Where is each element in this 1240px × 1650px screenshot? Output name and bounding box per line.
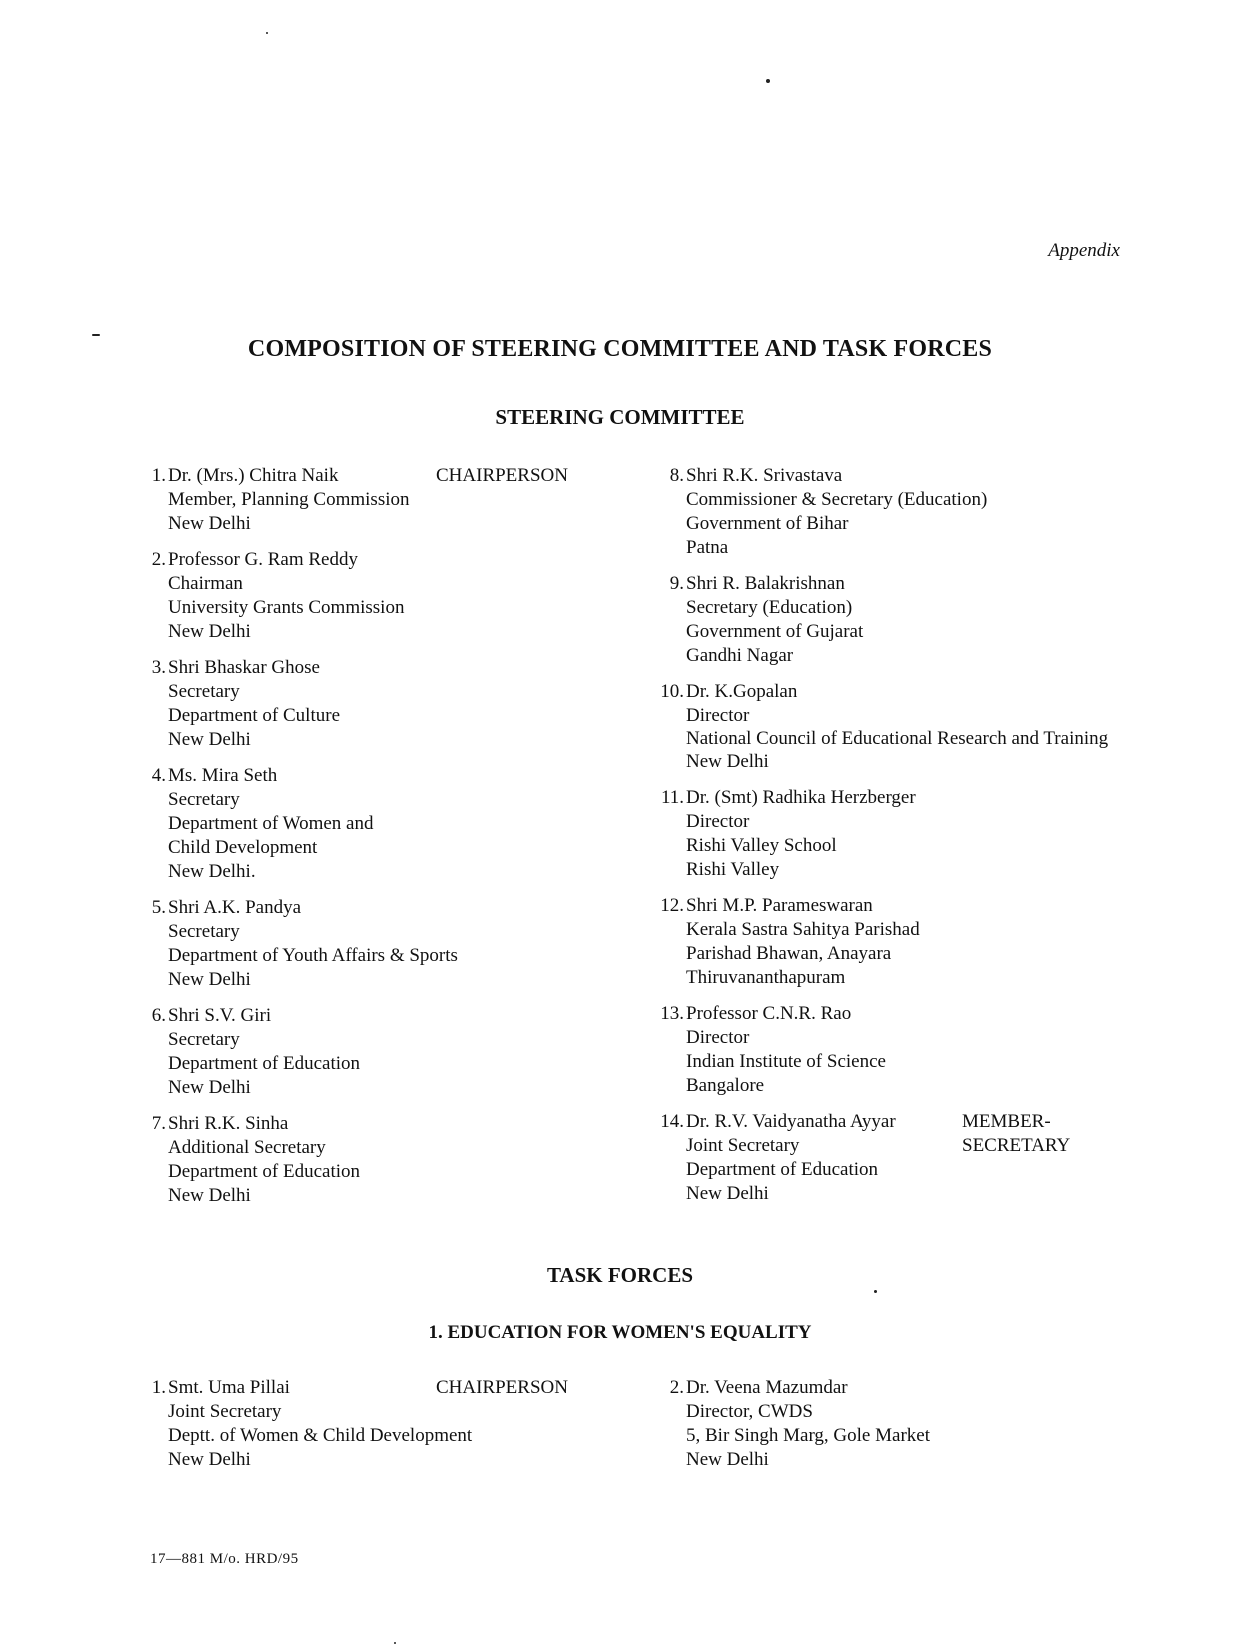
member-organisation: Department of Education: [168, 1161, 361, 1182]
member-name: Ms. Mira Seth: [168, 765, 278, 786]
member-name: Dr. (Mrs.) Chitra Naik: [168, 465, 339, 486]
member-organisation: Indian Institute of Science: [686, 1051, 886, 1072]
member-entry: [138, 1004, 608, 1100]
member-designation: Director, CWDS: [686, 1401, 813, 1422]
scan-speck: [874, 1290, 877, 1293]
member-organisation: Government of Bihar: [686, 513, 849, 534]
member-designation: Director: [686, 811, 750, 832]
member-entry: [138, 464, 608, 536]
member-location: Rishi Valley: [686, 859, 780, 880]
member-name: Professor C.N.R. Rao: [686, 1003, 852, 1024]
member-location: New Delhi.: [168, 861, 256, 882]
member-designation: Secretary: [168, 789, 240, 810]
member-location: New Delhi: [168, 1077, 251, 1098]
member-designation: Director: [686, 1027, 750, 1048]
member-name: Professor G. Ram Reddy: [168, 549, 358, 570]
member-location: Patna: [686, 537, 729, 558]
member-location: New Delhi: [686, 751, 769, 772]
member-organisation: Department of Youth Affairs & Sports: [168, 945, 458, 966]
member-name: Smt. Uma Pillai: [168, 1377, 290, 1398]
member-location: Thiruvananthapuram: [686, 967, 846, 988]
member-number: 9.: [669, 573, 684, 594]
member-number: 8.: [669, 465, 684, 486]
member-designation: Commissioner & Secretary (Education): [686, 489, 988, 510]
footer-print-code: 17—881 M/o. HRD/95: [150, 1551, 299, 1567]
task-force-subheading: 1. EDUCATION FOR WOMEN'S EQUALITY: [428, 1322, 812, 1343]
steering-left-column: [138, 464, 608, 1220]
scan-speck: [266, 32, 268, 34]
member-number: 6.: [151, 1005, 166, 1026]
member-number: 10.: [660, 681, 684, 702]
member-location: New Delhi: [168, 729, 251, 750]
member-entry: [656, 786, 1122, 882]
member-organisation: National Council of Educational Research and Training: [686, 728, 1109, 749]
member-entry: [138, 1112, 608, 1208]
member-location: Bangalore: [686, 1075, 765, 1096]
member-designation: Secretary: [168, 1029, 240, 1050]
member-organisation: Government of Gujarat: [686, 621, 864, 642]
member-role: CHAIRPERSON: [436, 1377, 568, 1398]
member-number: 7.: [151, 1113, 166, 1134]
member-entry: [656, 464, 1122, 560]
member-designation: Joint Secretary: [686, 1135, 800, 1156]
member-name: Shri R. Balakrishnan: [686, 573, 845, 594]
member-role: CHAIRPERSON: [436, 465, 568, 486]
member-number: 1.: [151, 465, 166, 486]
page-title: COMPOSITION OF STEERING COMMITTEE AND TASK FORCES: [247, 336, 993, 362]
member-number: 2.: [669, 1377, 684, 1398]
member-designation: Additional Secretary: [168, 1137, 326, 1158]
member-location: New Delhi: [686, 1183, 769, 1204]
member-location: New Delhi: [168, 1449, 251, 1470]
member-location: Gandhi Nagar: [686, 645, 794, 666]
member-role: MEMBER-: [962, 1111, 1051, 1132]
appendix-label: Appendix: [1048, 240, 1120, 261]
member-entry: [656, 680, 1122, 774]
member-name: Dr. Veena Mazumdar: [686, 1377, 848, 1398]
member-designation: Joint Secretary: [168, 1401, 282, 1422]
member-name: Shri R.K. Srivastava: [686, 465, 843, 486]
member-designation: Secretary: [168, 681, 240, 702]
member-entry: [656, 1002, 1122, 1098]
member-entry: [138, 1376, 608, 1472]
member-entry: [138, 896, 608, 992]
member-name: Shri A.K. Pandya: [168, 897, 301, 918]
member-designation: Secretary (Education): [686, 597, 853, 618]
member-number: 4.: [151, 765, 166, 786]
member-number: 5.: [151, 897, 166, 918]
member-name: Dr. R.V. Vaidyanatha Ayyar: [686, 1111, 896, 1132]
member-location: New Delhi: [168, 1185, 251, 1206]
member-entry: [138, 656, 608, 752]
member-address: Parishad Bhawan, Anayara: [686, 943, 892, 964]
member-name: Shri Bhaskar Ghose: [168, 657, 320, 678]
steering-committee-heading: STEERING COMMITTEE: [495, 405, 745, 429]
member-entry: [138, 764, 608, 884]
member-location: New Delhi: [168, 621, 251, 642]
member-entry: [656, 1110, 1122, 1206]
member-entry: [138, 548, 608, 644]
member-number: 14.: [660, 1111, 684, 1132]
member-entry: [656, 894, 1122, 990]
member-designation: Director: [686, 705, 750, 726]
member-organisation: Deptt. of Women & Child Development: [168, 1425, 473, 1446]
member-designation: Member, Planning Commission: [168, 489, 410, 510]
member-name: Dr. K.Gopalan: [686, 681, 798, 702]
member-designation: Chairman: [168, 573, 243, 594]
member-location: New Delhi: [168, 513, 251, 534]
steering-right-column: [656, 464, 1122, 1218]
member-address: 5, Bir Singh Marg, Gole Market: [686, 1425, 930, 1446]
member-number: 13.: [660, 1003, 684, 1024]
member-number: 12.: [660, 895, 684, 916]
scan-speck: [766, 79, 770, 83]
member-role-continued: SECRETARY: [962, 1135, 1071, 1156]
member-entry: [656, 572, 1122, 668]
member-organisation: Department of Women and: [168, 813, 374, 834]
scan-speck: [92, 334, 100, 336]
member-name: Shri S.V. Giri: [168, 1005, 272, 1026]
member-number: 3.: [151, 657, 166, 678]
member-designation: Secretary: [168, 921, 240, 942]
member-location: New Delhi: [686, 1449, 769, 1470]
member-name: Shri R.K. Sinha: [168, 1113, 289, 1134]
member-entry: [656, 1376, 1122, 1472]
member-organisation: University Grants Commission: [168, 597, 405, 618]
task-force-right-column: [656, 1376, 1122, 1484]
member-organisation: Department of Education: [168, 1053, 361, 1074]
member-number: 2.: [151, 549, 166, 570]
member-location: New Delhi: [168, 969, 251, 990]
task-force-left-column: [138, 1376, 608, 1484]
member-organisation: Kerala Sastra Sahitya Parishad: [686, 919, 920, 940]
member-organisation: Department of Education: [686, 1159, 879, 1180]
member-organisation: Child Development: [168, 837, 318, 858]
member-organisation: Rishi Valley School: [686, 835, 837, 856]
member-number: 1.: [151, 1377, 166, 1398]
scan-speck: [394, 1642, 396, 1644]
member-name: Shri M.P. Parameswaran: [686, 895, 873, 916]
member-number: 11.: [660, 787, 684, 808]
member-name: Dr. (Smt) Radhika Herzberger: [686, 787, 916, 808]
member-organisation: Department of Culture: [168, 705, 341, 726]
task-forces-heading: TASK FORCES: [546, 1263, 694, 1287]
